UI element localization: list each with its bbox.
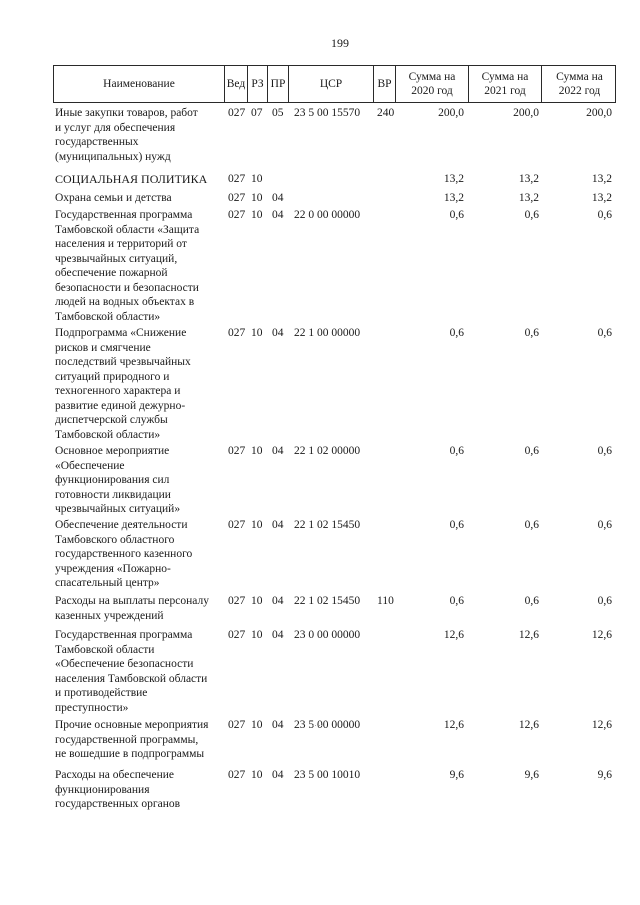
row-csr: 23 5 00 15570 xyxy=(294,107,361,119)
row-vr: 240 xyxy=(377,107,395,119)
header-ved: Вед xyxy=(225,66,248,102)
row-pr: 05 xyxy=(272,107,284,119)
row-sum-2020: 12,6 xyxy=(443,629,464,641)
header-pr: ПР xyxy=(268,66,289,102)
row-sum-2022: 9,6 xyxy=(597,769,612,781)
row-name: Подпрограмма «Снижение рисков и смягчение последствий чрезвычайных ситуаций природного и техногенного характера и развитие единой дежурно- диспетчерской службы Тамбовской области» xyxy=(55,327,191,441)
row-sum-2021: 13,2 xyxy=(518,173,539,185)
row-csr: 22 1 02 00000 xyxy=(294,445,361,457)
row-sum-2022: 12,6 xyxy=(591,719,612,731)
row-ved: 027 xyxy=(228,327,246,339)
row-sum-2020: 0,6 xyxy=(449,209,464,221)
row-name: Основное мероприятие «Обеспечение функционирования сил готовности ликвидации чрезвычайных ситуаций» xyxy=(55,445,181,515)
table-header xyxy=(53,65,616,103)
row-sum-2020: 13,2 xyxy=(443,192,464,204)
row-rz: 07 xyxy=(251,107,263,119)
row-csr: 22 1 00 00000 xyxy=(294,327,361,339)
row-rz: 10 xyxy=(251,519,263,531)
row-rz: 10 xyxy=(251,595,263,607)
row-ved: 027 xyxy=(228,629,246,641)
row-sum-2020: 0,6 xyxy=(449,327,464,339)
row-pr: 04 xyxy=(272,719,284,731)
row-sum-2020: 0,6 xyxy=(449,445,464,457)
row-name: Расходы на обеспечение функционирования государственных органов xyxy=(55,769,181,810)
row-sum-2020: 9,6 xyxy=(449,769,464,781)
row-sum-2021: 12,6 xyxy=(518,629,539,641)
row-name: Государственная программа Тамбовской области «Защита населения и территорий от чрезвычайных ситуаций, обеспечение пожарной безопасности и безопасности людей на водных объектах в Тамбовской области» xyxy=(55,209,200,323)
row-rz: 10 xyxy=(251,209,263,221)
row-ved: 027 xyxy=(228,173,246,185)
row-sum-2022: 200,0 xyxy=(586,107,612,119)
row-rz: 10 xyxy=(251,719,263,731)
row-sum-2022: 12,6 xyxy=(591,629,612,641)
row-name: Государственная программа Тамбовской области «Обеспечение безопасности населения Тамбовской области и противодействие преступности» xyxy=(55,629,208,714)
row-sum-2020: 0,6 xyxy=(449,519,464,531)
row-sum-2022: 0,6 xyxy=(597,595,612,607)
row-rz: 10 xyxy=(251,769,263,781)
row-csr: 22 0 00 00000 xyxy=(294,209,361,221)
row-sum-2021: 200,0 xyxy=(513,107,539,119)
row-ved: 027 xyxy=(228,192,246,204)
row-sum-2021: 0,6 xyxy=(524,445,539,457)
row-pr: 04 xyxy=(272,192,284,204)
row-sum-2022: 0,6 xyxy=(597,327,612,339)
row-ved: 027 xyxy=(228,445,246,457)
header-vr: ВР xyxy=(374,66,396,102)
row-sum-2021: 0,6 xyxy=(524,327,539,339)
row-sum-2020: 13,2 xyxy=(443,173,464,185)
header-csr: ЦСР xyxy=(289,66,374,102)
row-ved: 027 xyxy=(228,107,246,119)
row-name: Охрана семьи и детства xyxy=(55,192,172,204)
row-sum-2021: 0,6 xyxy=(524,209,539,221)
row-csr: 23 5 00 10010 xyxy=(294,769,361,781)
header-sum-2021: Сумма на 2021 год xyxy=(469,66,542,102)
row-ved: 027 xyxy=(228,519,246,531)
row-sum-2021: 12,6 xyxy=(518,719,539,731)
row-sum-2020: 12,6 xyxy=(443,719,464,731)
row-name: Прочие основные мероприятия государственной программы, не вошедшие в подпрограммы xyxy=(55,719,209,760)
row-rz: 10 xyxy=(251,445,263,457)
row-ved: 027 xyxy=(228,209,246,221)
page-number: 199 xyxy=(331,36,349,50)
row-sum-2021: 0,6 xyxy=(524,595,539,607)
scan-artifact-divider xyxy=(312,725,322,727)
row-pr: 04 xyxy=(272,769,284,781)
row-name: СОЦИАЛЬНАЯ ПОЛИТИКА xyxy=(55,172,208,186)
row-ved: 027 xyxy=(228,595,246,607)
row-sum-2021: 0,6 xyxy=(524,519,539,531)
row-pr: 04 xyxy=(272,327,284,339)
header-sum-2022: Сумма на 2022 год xyxy=(556,71,603,97)
row-name: Расходы на выплаты персоналу казенных учреждений xyxy=(55,595,209,622)
row-sum-2022: 0,6 xyxy=(597,209,612,221)
row-pr: 04 xyxy=(272,445,284,457)
row-pr: 04 xyxy=(272,595,284,607)
row-rz: 10 xyxy=(251,173,263,185)
row-rz: 10 xyxy=(251,327,263,339)
row-sum-2020: 0,6 xyxy=(449,595,464,607)
row-sum-2021: 13,2 xyxy=(518,192,539,204)
row-rz: 10 xyxy=(251,629,263,641)
row-pr: 04 xyxy=(272,629,284,641)
row-vr: 110 xyxy=(377,595,394,607)
header-rz: РЗ xyxy=(248,66,268,102)
row-sum-2022: 0,6 xyxy=(597,445,612,457)
row-rz: 10 xyxy=(251,192,263,204)
row-csr: 23 5 00 00000 xyxy=(294,719,361,731)
row-name: Иные закупки товаров, работ и услуг для обеспечения государственных (муниципальных) нужд xyxy=(55,107,198,163)
row-csr: 22 1 02 15450 xyxy=(294,519,361,531)
header-name: Наименование xyxy=(54,66,225,102)
row-ved: 027 xyxy=(228,769,246,781)
row-name: Обеспечение деятельности Тамбовского областного государственного казенного учреждения «Пожарно- спасательный центр» xyxy=(55,519,193,589)
row-csr: 23 0 00 00000 xyxy=(294,629,361,641)
row-sum-2021: 9,6 xyxy=(524,769,539,781)
header-sum-2020: Сумма на 2020 год xyxy=(396,66,469,102)
row-csr: 22 1 02 15450 xyxy=(294,595,361,607)
row-sum-2020: 200,0 xyxy=(438,107,464,119)
row-ved: 027 xyxy=(228,719,246,731)
row-pr: 04 xyxy=(272,519,284,531)
row-sum-2022: 13,2 xyxy=(591,173,612,185)
row-sum-2022: 0,6 xyxy=(597,519,612,531)
row-pr: 04 xyxy=(272,209,284,221)
row-sum-2022: 13,2 xyxy=(591,192,612,204)
